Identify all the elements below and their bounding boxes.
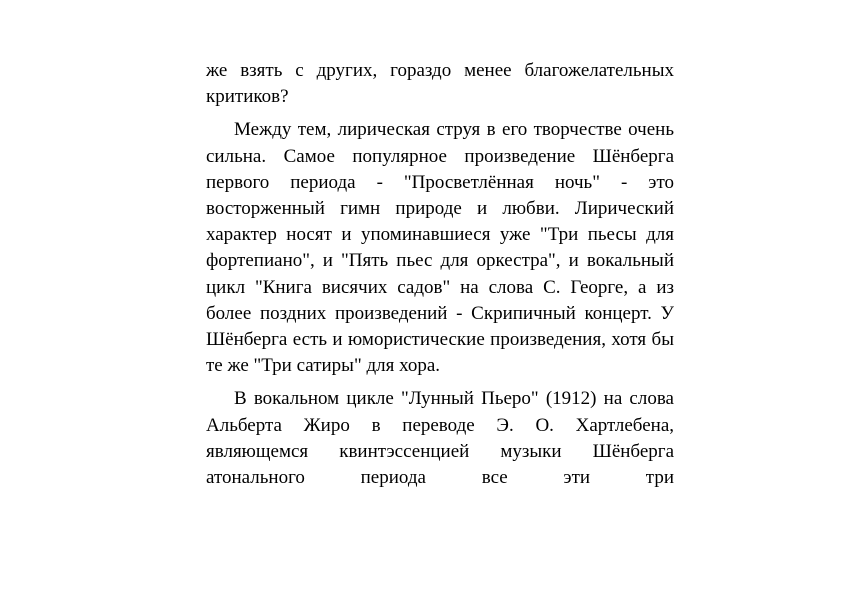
text-column: [206, 58, 674, 498]
paragraph-continuation: же взять с других, гораздо менее благожелательных критиков?: [206, 60, 674, 108]
paragraph-lyrical-stream: Между тем, лирическая струя в его творчестве очень сильна. Самое популярное произведение Шёнберга первого периода - "Просветлённая ночь" - это восторженный гимн природе и любви. Лирический характер носят и упоминавшиеся уже "Три пьесы для фортепиано", и "Пять пьес для оркестра", и вокальный цикл "Книга висячих садов" на слова С. Георге, а из более поздних произведений - Скрипичный концерт. У Шёнберга есть и юмористические произведения, хотя бы те же "Три сатиры" для хора.: [206, 119, 674, 377]
paragraph-pierrot-lunaire: В вокальном цикле "Лунный Пьеро" (1912) на слова Альберта Жиро в переводе Э. О. Хартлебена, являющемся квинтэссенцией музыки Шёнберга атонального периода все эти три: [206, 388, 674, 489]
